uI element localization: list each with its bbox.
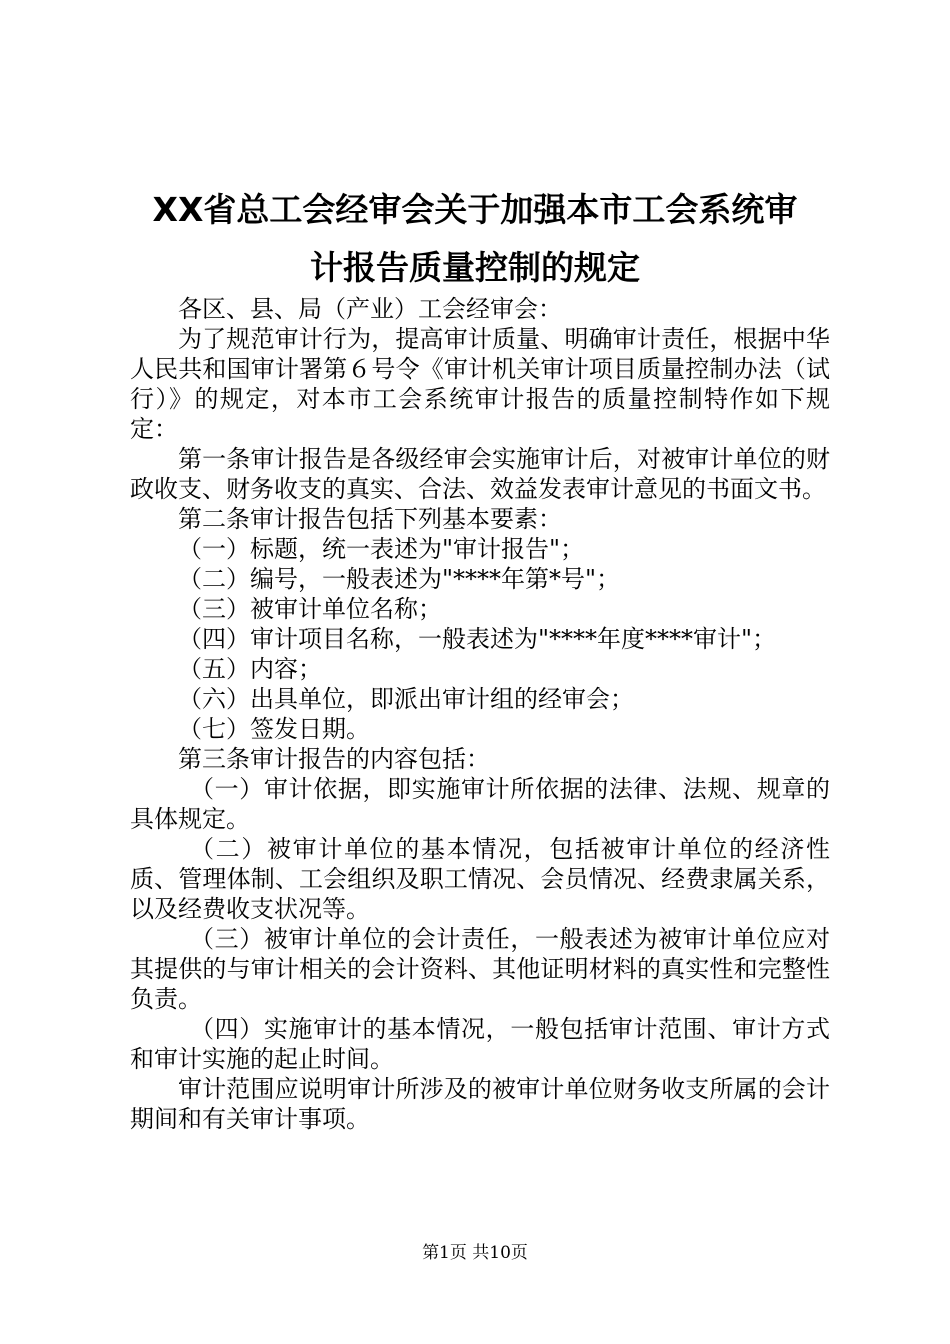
document-body xyxy=(130,294,830,1134)
list-item: （二）编号，一般表述为"****年第*号"； xyxy=(178,565,621,593)
document-title-line-1: XX省总工会经审会关于加强本市工会系统审 xyxy=(152,190,798,229)
list-item: （一）审计依据，即实施审计所依据的法律、法规、规章的具体规定。 xyxy=(130,775,830,833)
salutation-paragraph: 各区、县、局（产业）工会经审会： xyxy=(178,295,562,323)
article-1-paragraph: 第一条审计报告是各级经审会实施审计后，对被审计单位的财政收支、财务收支的真实、合法、效益发表审计意见的书面文书。 xyxy=(130,445,830,503)
list-item: （四）实施审计的基本情况，一般包括审计范围、审计方式和审计实施的起止时间。 xyxy=(130,1015,830,1073)
list-item: （七）签发日期。 xyxy=(178,715,370,743)
list-item: （三）被审计单位名称； xyxy=(178,595,442,623)
list-item: （六）出具单位，即派出审计组的经审会； xyxy=(178,685,634,713)
list-item: （一）标题，统一表述为"审计报告"； xyxy=(178,535,585,563)
document-title-line-2: 计报告质量控制的规定 xyxy=(310,248,640,287)
body-paragraph: 为了规范审计行为，提高审计质量、明确审计责任，根据中华人民共和国审计署第６号令《审计机关审计项目质量控制办法（试行）》的规定，对本市工会系统审计报告的质量控制特作如下规定： xyxy=(130,325,830,443)
article-2-paragraph: 第二条审计报告包括下列基本要素： xyxy=(178,505,562,533)
list-item: （三）被审计单位的会计责任，一般表述为被审计单位应对其提供的与审计相关的会计资料、其他证明材料的真实性和完整性负责。 xyxy=(130,925,830,1013)
page-number-footer: 第1页 共10页 xyxy=(422,1243,528,1263)
list-item: （四）审计项目名称，一般表述为"****年度****审计"； xyxy=(178,625,777,653)
list-item: （二）被审计单位的基本情况，包括被审计单位的经济性质、管理体制、工会组织及职工情况、会员情况、经费隶属关系，以及经费收支状况等。 xyxy=(130,835,830,923)
list-item: （五）内容； xyxy=(178,655,322,683)
body-paragraph: 审计范围应说明审计所涉及的被审计单位财务收支所属的会计期间和有关审计事项。 xyxy=(130,1075,830,1133)
article-3-paragraph: 第三条审计报告的内容包括： xyxy=(178,745,490,773)
